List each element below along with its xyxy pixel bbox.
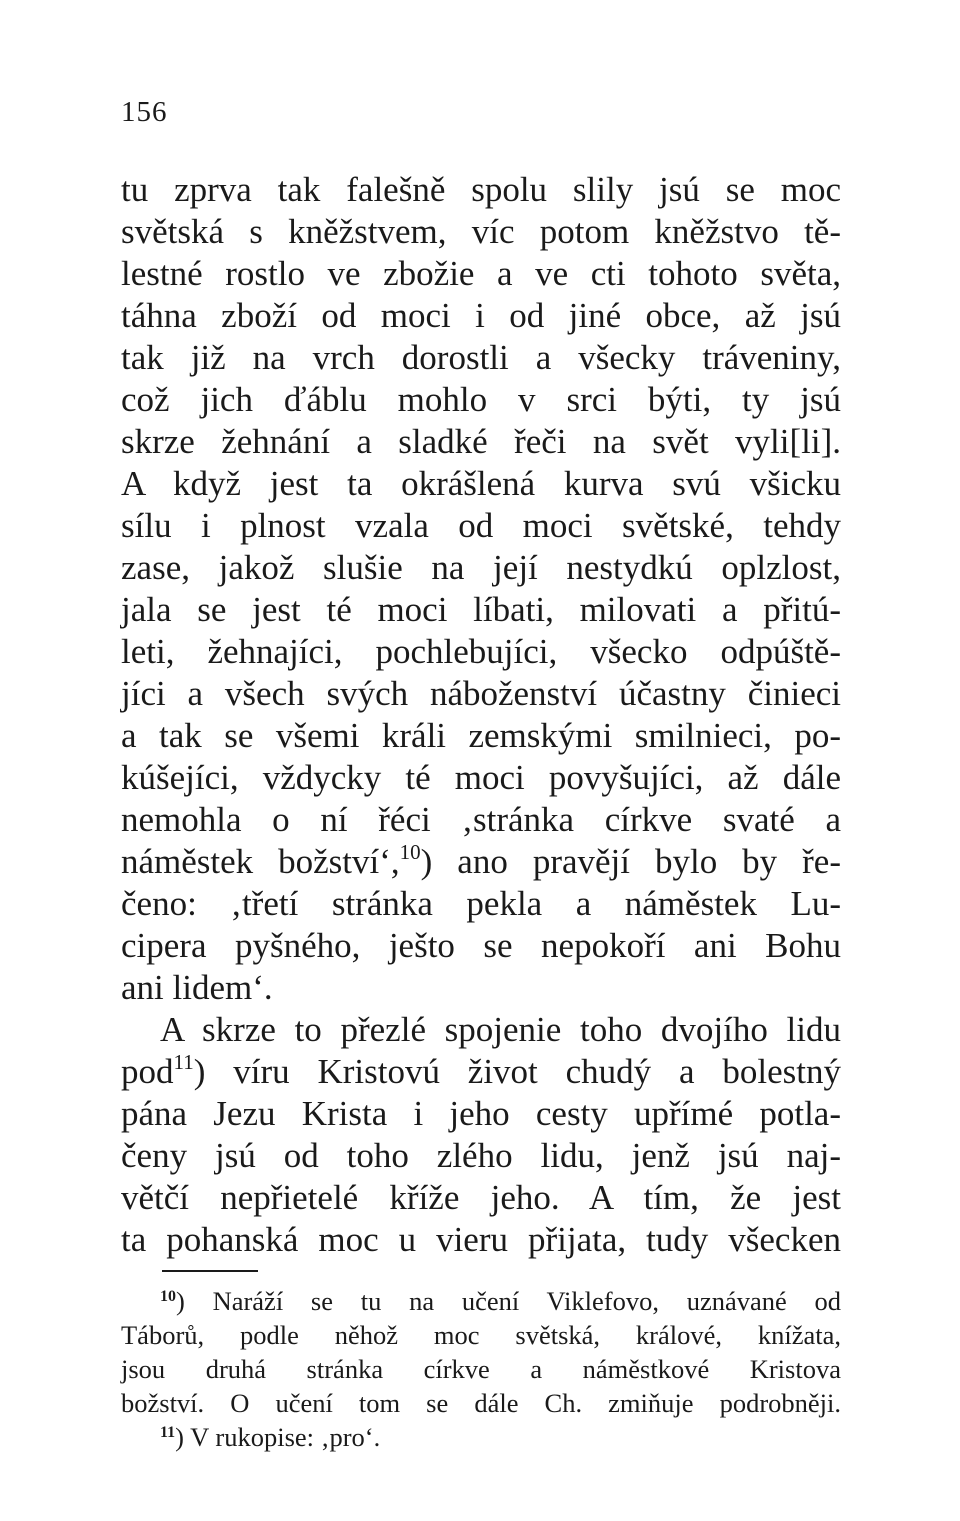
text-line: A skrze to přezlé spojenie toho dvojího lidu bbox=[160, 1010, 841, 1049]
line-segment: ) ano pravějí bylo by ře- bbox=[420, 842, 841, 881]
page-number: 156 bbox=[121, 96, 168, 128]
text-line bbox=[121, 1052, 841, 1092]
text-line: čeny jsú od toho zlého lidu, jenž jsú naj- bbox=[121, 1136, 841, 1175]
footnote-divider bbox=[162, 1270, 258, 1272]
text-line: kúšejíci, vždycky té moci povyšujíci, až dále bbox=[121, 758, 841, 797]
text-line: což jich ďáblu mohlo v srci býti, ty jsú bbox=[121, 380, 841, 419]
text-line: táhna zboží od moci i od jiné obce, až jsú bbox=[121, 296, 841, 335]
text-line: nemohla o ní řéci ‚stránka církve svaté a bbox=[121, 800, 841, 839]
footnote-mark: 11 bbox=[160, 1424, 176, 1441]
text-line: a tak se všemi králi zemskými smilnieci, po- bbox=[121, 716, 841, 755]
text-line: lestné rostlo ve zbožie a ve cti tohoto světa, bbox=[121, 254, 841, 293]
text-line: skrze žehnání a sladké řeči na svět vyli[li]. bbox=[121, 422, 841, 461]
footnote-mark: 10 bbox=[160, 1288, 176, 1305]
text-line: jala se jest té moci líbati, milovati a přitú- bbox=[121, 590, 841, 629]
text-line: zase, jakož slušie na její nestydkú oplzlost, bbox=[121, 548, 841, 587]
footnote-10-line: Táborů, podle něhož moc světská, králové, knížata, bbox=[121, 1320, 841, 1350]
text-line: pána Jezu Krista i jeho cesty upřímé potla- bbox=[121, 1094, 841, 1133]
text-line: leti, žehnajíci, pochlebujíci, všecko odpúště- bbox=[121, 632, 841, 671]
text-line bbox=[121, 842, 841, 882]
text-line: A když jest ta okrášlená kurva svú všicku bbox=[121, 464, 841, 503]
footnote-ref-10[interactable]: 10 bbox=[399, 840, 421, 864]
text-line: sílu i plnost vzala od moci světské, tehdy bbox=[121, 506, 841, 545]
text-line: tak již na vrch dorostli a všecky tráveniny, bbox=[121, 338, 841, 377]
footnote-10-line: jsou druhá stránka církve a náměstkové Kristova bbox=[121, 1354, 841, 1384]
line-segment: náměstek božství‘, bbox=[121, 842, 400, 881]
text-line: tu zprva tak falešně spolu slily jsú se moc bbox=[121, 170, 841, 209]
footnote-10-line: božství. O učení tom se dále Ch. zmiňuje podrobněji. bbox=[121, 1388, 841, 1418]
text-line: větčí nepřietelé kříže jeho. A tím, že jest bbox=[121, 1178, 841, 1217]
footnote-11-line bbox=[160, 1422, 841, 1453]
text-line: čeno: ‚třetí stránka pekla a náměstek Lu- bbox=[121, 884, 841, 923]
footnote-10-line bbox=[160, 1286, 841, 1317]
text-line: ta pohanská moc u vieru přijata, tudy všecken bbox=[121, 1220, 841, 1259]
text-line: ani lidem‘. bbox=[121, 968, 273, 1007]
footnote-text: ) V rukopise: ‚pro‘. bbox=[175, 1422, 381, 1452]
footnote-ref-11[interactable]: 11 bbox=[173, 1050, 194, 1074]
text-line: světská s kněžstvem, víc potom kněžstvo tě- bbox=[121, 212, 841, 251]
line-segment: pod bbox=[121, 1052, 174, 1091]
text-line: cipera pyšného, ješto se nepokoří ani Bohu bbox=[121, 926, 841, 965]
footnote-text: ) Naráží se tu na učení Viklefovo, uznávané od bbox=[176, 1286, 841, 1316]
line-segment: ) víru Kristovú život chudý a bolestný bbox=[193, 1052, 841, 1091]
text-line: jíci a všech svých náboženství účastny činieci bbox=[121, 674, 841, 713]
